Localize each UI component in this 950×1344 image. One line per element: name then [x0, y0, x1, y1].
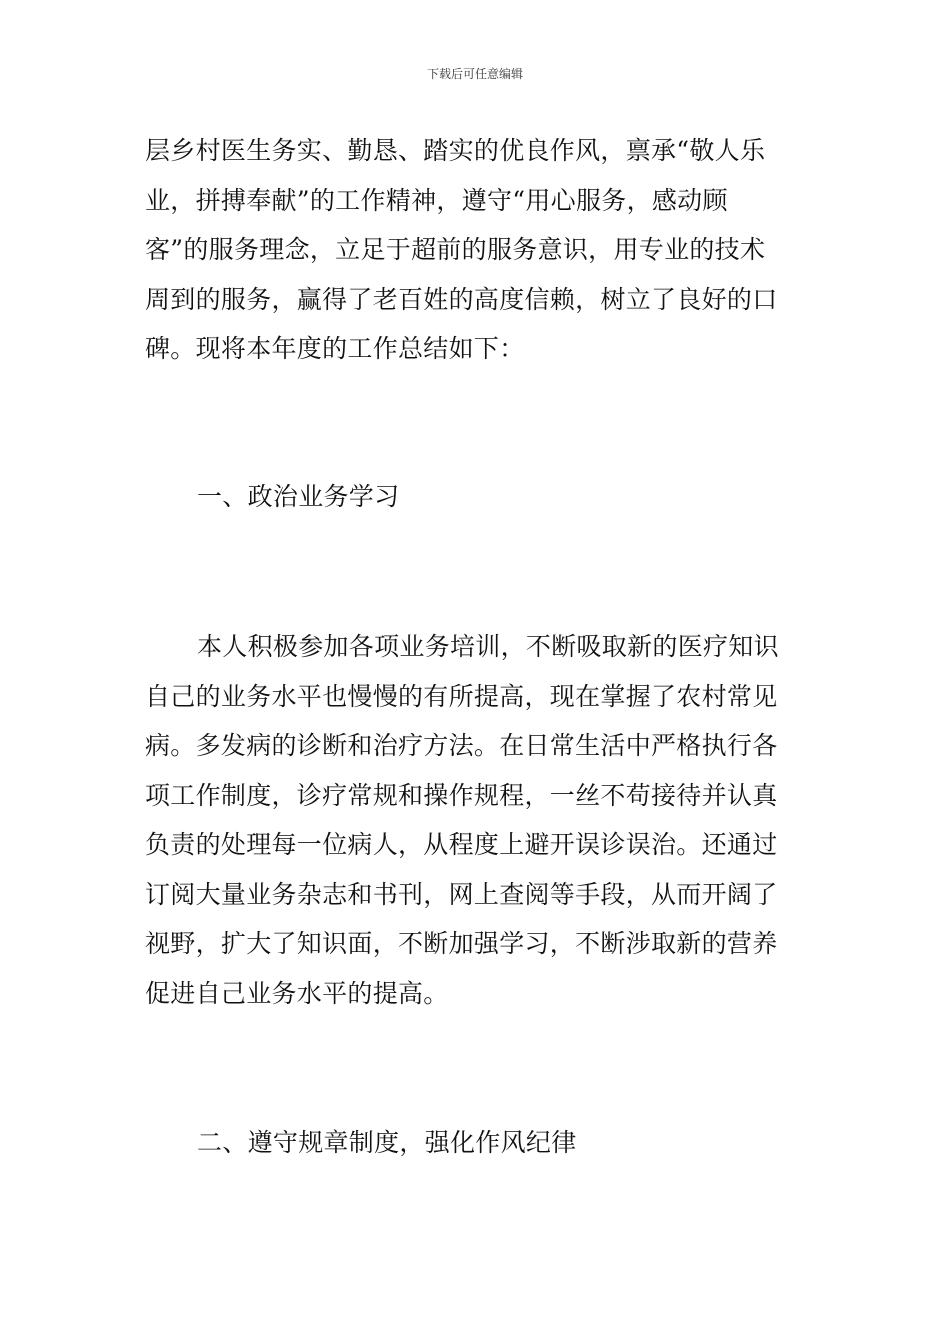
paragraph-line: 自己的业务水平也慢慢的有所提高，现在掌握了农村常见: [145, 681, 778, 711]
intro-paragraph: [145, 126, 810, 374]
intro-line: 层乡村医生务实、勤恳、踏实的优良作风，禀承“敬人乐: [145, 136, 766, 165]
section-2-heading-block: [145, 1118, 810, 1168]
intro-line: 业，拼搏奉献”的工作精神，遵守“用心服务，感动顾: [145, 185, 728, 215]
intro-line: 碑。现将本年度的工作总结如下：: [145, 334, 525, 363]
intro-line: 周到的服务，赢得了老百姓的高度信赖，树立了良好的口: [145, 284, 778, 314]
intro-line: 客”的服务理念，立足于超前的服务意识，用专业的技术: [145, 235, 766, 264]
section-2-heading: 二、遵守规章制度，强化作风纪律: [197, 1128, 577, 1157]
paragraph-line: 视野，扩大了知识面，不断加强学习，不断涉取新的营养: [145, 929, 778, 958]
section-1-paragraph: [145, 622, 810, 1018]
paragraph-line: 订阅大量业务杂志和书刊，网上查阅等手段，从而开阔了: [145, 879, 778, 909]
paragraph-line: 病。多发病的诊断和治疗方法。在日常生活中严格执行各: [145, 731, 778, 760]
section-1-heading-block: [145, 472, 810, 522]
paragraph-line: 项工作制度，诊疗常规和操作规程，一丝不苟接待并认真: [145, 780, 778, 810]
page-header-note: 下载后可任意编辑: [426, 67, 523, 81]
paragraph-line: 本人积极参加各项业务培训，不断吸取新的医疗知识: [197, 632, 779, 661]
section-1-heading: 一、政治业务学习: [197, 482, 400, 511]
paragraph-line: 促进自己业务水平的提高。: [145, 978, 449, 1008]
paragraph-line: 负责的处理每一位病人，从程度上避开误诊误治。还通过: [145, 830, 778, 859]
